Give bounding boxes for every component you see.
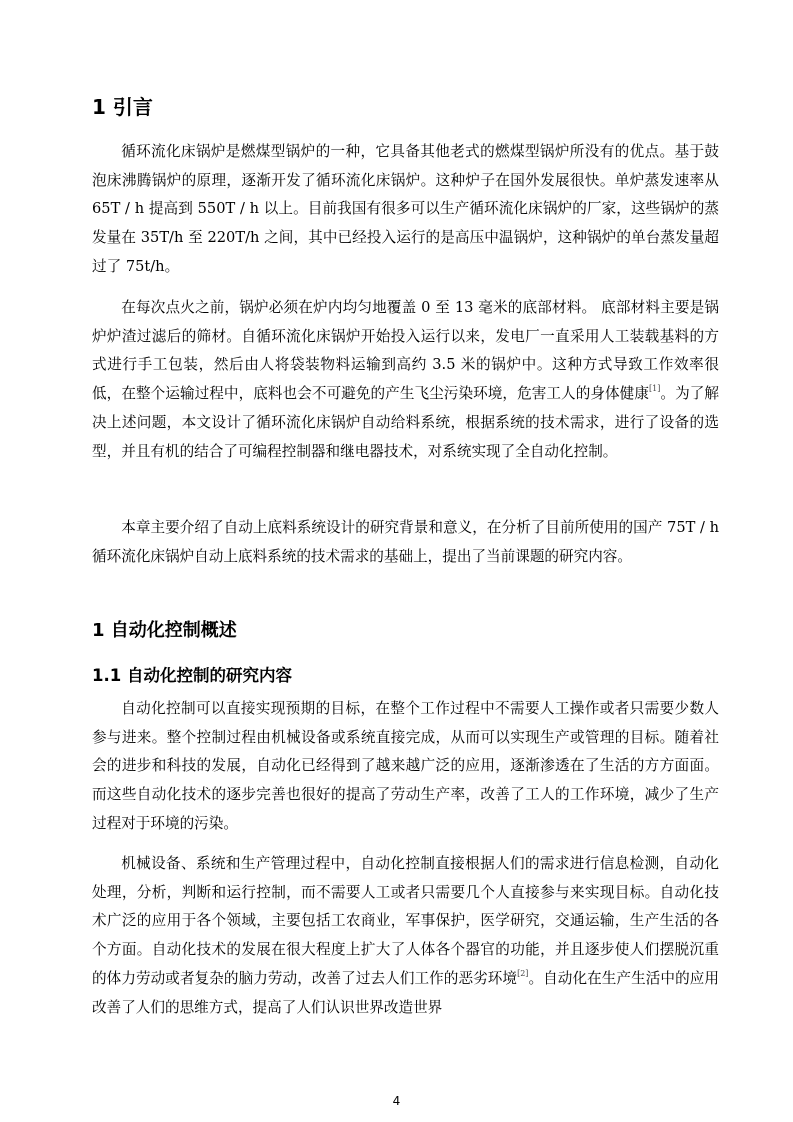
intro-paragraph-2 [92, 294, 719, 466]
citation-ref-1: [1] [649, 384, 661, 394]
section-heading: 1.1 自动化控制的研究内容 [92, 666, 292, 685]
page-number: 4 [392, 1094, 401, 1108]
intro-paragraph-1: 循环流化床锅炉是燃煤型锅炉的一种，它具备其他老式的燃煤型锅炉所没有的优点。基于鼓泡床沸腾锅炉的原理，逐渐开发了循环流化床锅炉。这种炉子在国外发展很快。单炉蒸发速率从 65T / h 提高到 550T / h 以上。目前我国有很多可以生产循环流化床锅炉的厂家，这些锅炉的蒸发量在 35T/h 至 220T/h 之间，其中已经投入运行的是高压中温锅炉，这种锅炉的单台蒸发量超过了 75t/h。 [92, 143, 719, 275]
chapter-heading-2: 1 自动化控制概述 [92, 620, 237, 641]
section-paragraph-2 [92, 850, 719, 1022]
intro-paragraph-2-text-b: 。为了解决上述问题，本文设计了循环流化床锅炉自动给料系统，根据系统的技术需求，进行了设备的选型，并且有机的结合了可编程控制器和继电器技术，对系统实现了全自动化控制。 [92, 385, 719, 460]
section-paragraph-2-text-a: 机械设备、系统和生产管理过程中，自动化控制直接根据人们的需求进行信息检测，自动化处理，分析，判断和运行控制，而不需要人工或者只需要几个人直接参与来实现目标。自动化技术广泛的应用于各个领域，主要包括工农商业，军事保护，医学研究，交通运输，生产生活的各个方面。自动化技术的发展在很大程度上扩大了人体各个器官的功能，并且逐步使人们摆脱沉重的体力劳动或者复杂的脑力劳动，改善了过去人们工作的恶劣环境 [92, 855, 719, 987]
intro-paragraph-3: 本章主要介绍了自动上底料系统设计的研究背景和意义，在分析了目前所使用的国产 75T / h 循环流化床锅炉自动上底料系统的技术需求的基础上，提出了当前课题的研究内容。 [92, 519, 719, 565]
citation-ref-2: [2] [517, 968, 529, 978]
intro-paragraph-2-text-a: 在每次点火之前，锅炉必须在炉内均匀地覆盖 0 至 13 毫米的底部材料。 底部材料主要是锅炉炉渣过滤后的筛材。自循环流化床锅炉开始投入运行以来，发电厂一直采用人工装载基料的方式进行手工包装，然后由人将袋装物料运输到高约 3.5 米的锅炉中。这种方式导致工作效率很低，在整个运输过程中，底料也会不可避免的产生飞尘污染环境，危害工人的身体健康 [92, 299, 719, 403]
chapter-heading: 1 引言 [92, 95, 153, 119]
section-paragraph-1: 自动化控制可以直接实现预期的目标，在整个工作过程中不需要人工操作或者只需要少数人参与进来。整个控制过程由机械设备或系统直接完成，从而可以实现生产或管理的目标。随着社会的进步和科技的发展，自动化已经得到了越来越广泛的应用，逐渐渗透在了生活的方方面面。而这些自动化技术的逐步完善也很好的提高了劳动生产率，改善了工人的工作环境，减少了生产过程对于环境的污染。 [92, 700, 719, 832]
section-paragraph-2-text-b: 。自动化在生产生活中的应用改善了人们的思维方式，提高了人们认识世界改造世界 [92, 969, 719, 1016]
